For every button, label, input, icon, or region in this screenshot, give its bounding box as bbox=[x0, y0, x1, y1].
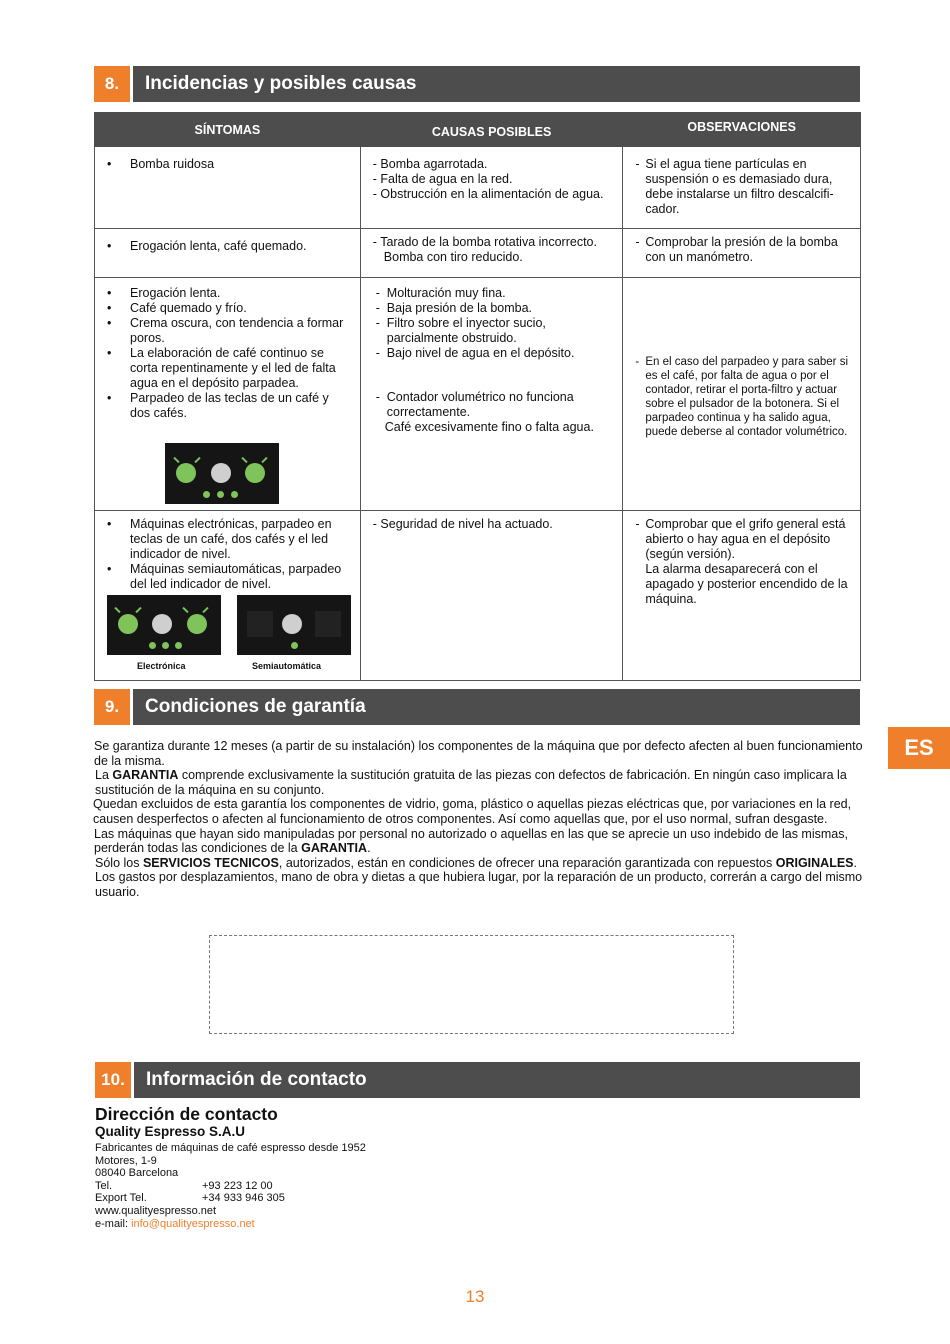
list-item: - Bajo nivel de agua en el depósito. bbox=[373, 346, 615, 361]
section-8-header bbox=[94, 66, 860, 102]
causas-cell bbox=[360, 229, 623, 278]
led-indicator bbox=[203, 491, 210, 498]
list-item: - Filtro sobre el inyector sucio, parcialmente obstruido. bbox=[373, 316, 615, 346]
observaciones-cell bbox=[623, 511, 861, 681]
list-item: • Máquinas electrónicas, parpadeo en teclas de un café, dos cafés y el led indicador de nivel. bbox=[99, 517, 356, 562]
list-item: - Si el agua tiene partículas en suspensión o es demasiado dura, debe instalarse un filtro descalcifi-cador. bbox=[631, 157, 852, 217]
list-item: - Falta de agua en la red. bbox=[372, 172, 513, 186]
sintomas-cell bbox=[95, 511, 361, 681]
section-10-header bbox=[95, 1062, 860, 1098]
list-item: • Erogación lenta, café quemado. bbox=[99, 239, 352, 254]
table-header-row bbox=[95, 113, 861, 147]
observaciones-cell bbox=[623, 147, 861, 229]
causas-cell bbox=[360, 278, 623, 511]
list-item: • Erogación lenta. bbox=[99, 286, 352, 301]
list-item: - En el caso del parpadeo y para saber si es el café, por falta de agua o por el contador, retirar el porta-filtro y actuar sobre el pulsador de la botonera. Si el parpadeo continua y ha salido agua, puede deberse al contador volumétrico. bbox=[631, 355, 852, 439]
caption-electronica: Electrónica bbox=[137, 661, 186, 671]
warranty-paragraph: Las máquinas que hayan sido manipuladas por personal no autorizado o aquellas en las que se aprecie un uso indebido de las mismas, perderán todas las condiciones de la GARANTIA. bbox=[94, 826, 848, 856]
list-item: - Comprobar la presión de la bomba con un manómetro. bbox=[631, 235, 852, 265]
list-item: - Tarado de la bomba rotativa incorrecto. bbox=[372, 235, 597, 249]
list-item: - Bomba agarrotada. bbox=[372, 157, 488, 171]
control-panel-image bbox=[165, 443, 279, 504]
contact-heading: Dirección de contacto bbox=[95, 1104, 278, 1124]
led-indicator bbox=[231, 491, 238, 498]
semiautomatic-panel-image bbox=[237, 595, 351, 655]
phone-row: Tel. +93 223 12 00 bbox=[95, 1179, 273, 1192]
section-title: Incidencias y posibles causas bbox=[133, 66, 860, 102]
caption-semiautomatica: Semiautomática bbox=[252, 661, 322, 671]
table-row bbox=[95, 147, 861, 229]
table-row bbox=[95, 278, 861, 511]
column-header: SÍNTOMAS bbox=[95, 113, 361, 147]
one-cup-icon bbox=[118, 614, 138, 634]
list-item: - Contador volumétrico no funciona correctamente. bbox=[373, 390, 615, 420]
warranty-text bbox=[94, 739, 864, 900]
cup-icon bbox=[211, 463, 231, 483]
sintomas-cell bbox=[95, 278, 361, 511]
website-link[interactable]: www.qualityespresso.net bbox=[95, 1204, 217, 1217]
column-header: CAUSAS POSIBLES bbox=[360, 113, 623, 147]
export-phone-row: Export Tel. +34 933 946 305 bbox=[95, 1192, 285, 1205]
address-street: Motores, 1-9 bbox=[95, 1154, 157, 1167]
list-item: Café excesivamente fino o falta agua. bbox=[384, 420, 594, 434]
warranty-paragraph: Se garantiza durante 12 meses (a partir de su instalación) los componentes de la máquina que por defecto afecten al buen funcionamiento de la misma. bbox=[94, 739, 863, 768]
observaciones-cell bbox=[623, 278, 861, 511]
list-item: Bomba con tiro reducido. bbox=[383, 250, 523, 264]
section-number: 8. bbox=[94, 66, 130, 102]
company-description: Fabricantes de máquinas de café espresso desde 1952 bbox=[95, 1142, 366, 1154]
list-item: • Café quemado y frío. bbox=[99, 301, 352, 316]
led-indicator bbox=[149, 642, 156, 649]
list-item: • Crema oscura, con tendencia a formar poros. bbox=[99, 316, 352, 346]
section-number: 9. bbox=[94, 689, 130, 725]
two-cups-icon bbox=[187, 614, 207, 634]
list-item: - Comprobar que el grifo general está abierto o hay agua en el depósito (según versión). La alarma desaparecerá con el apagado y posterior encendido de la máquina. bbox=[631, 517, 852, 607]
led-indicator bbox=[162, 642, 169, 649]
table-row bbox=[95, 511, 861, 681]
led-indicator bbox=[175, 642, 182, 649]
email-row: e-mail: info@qualityespresso.net bbox=[95, 1217, 255, 1230]
two-cups-icon bbox=[245, 463, 265, 483]
cup-icon bbox=[282, 614, 302, 634]
cup-icon bbox=[152, 614, 172, 634]
incidences-table bbox=[94, 112, 861, 681]
causas-cell bbox=[360, 147, 623, 229]
list-item: • Máquinas semiautomáticas, parpadeo del led indicador de nivel. bbox=[99, 562, 356, 592]
list-item: - Molturación muy fina. bbox=[373, 286, 615, 301]
electronic-panel-image bbox=[107, 595, 221, 655]
stamp-box bbox=[209, 935, 734, 1034]
section-title: Condiciones de garantía bbox=[133, 689, 860, 725]
led-indicator bbox=[217, 491, 224, 498]
contact-info bbox=[95, 1104, 366, 1230]
warranty-paragraph: Quedan excluidos de esta garantía los componentes de vidrio, goma, plástico o aquellas piezas eléctricas que, por variaciones en la red, causen desperfectos o afecten al funcionamiento de otros componentes. Así como aquellas que, por el uso normal, sufran desgaste. bbox=[93, 797, 852, 826]
warranty-paragraph: La GARANTIA comprende exclusivamente la sustitución gratuita de las piezas con defectos de fabricación. En ningún caso implicara la sustitución de la máquina en su conjunto. bbox=[95, 768, 847, 797]
section-9-header bbox=[94, 689, 860, 725]
company-name: Quality Espresso S.A.U bbox=[95, 1124, 246, 1139]
sintomas-cell bbox=[95, 147, 361, 229]
one-cup-icon bbox=[176, 463, 196, 483]
address-city: 08040 Barcelona bbox=[95, 1167, 179, 1180]
column-header: OBSERVACIONES bbox=[623, 113, 861, 147]
list-item: - Baja presión de la bomba. bbox=[373, 301, 615, 316]
list-item: • Parpadeo de las teclas de un café y dos cafés. bbox=[99, 391, 352, 421]
section-title: Información de contacto bbox=[134, 1062, 860, 1098]
section-number: 10. bbox=[95, 1062, 131, 1098]
list-item: - Obstrucción en la alimentación de agua. bbox=[372, 187, 604, 201]
page-number: 13 bbox=[465, 1287, 485, 1306]
language-tab: ES bbox=[888, 727, 950, 769]
list-item: • La elaboración de café continuo se corta repentinamente y el led de falta agua en el depósito parpadea. bbox=[99, 346, 352, 391]
email-link[interactable]: info@qualityespresso.net bbox=[131, 1217, 255, 1230]
observaciones-cell bbox=[623, 229, 861, 278]
sintomas-cell bbox=[95, 229, 361, 278]
warranty-paragraph: Sólo los SERVICIOS TECNICOS, autorizados, están en condiciones de ofrecer una reparación garantizada con repuestos ORIGINALES. Los gastos por desplazamientos, mano de obra y dietas a que hubiera lugar, por la reparación de un producto, correrán a cargo del mismo usuario. bbox=[95, 855, 863, 899]
list-item: • Bomba ruidosa bbox=[99, 157, 352, 172]
led-indicator bbox=[291, 642, 298, 649]
table-row bbox=[95, 229, 861, 278]
causas-cell bbox=[360, 511, 623, 681]
list-item: - Seguridad de nivel ha actuado. bbox=[372, 517, 553, 531]
